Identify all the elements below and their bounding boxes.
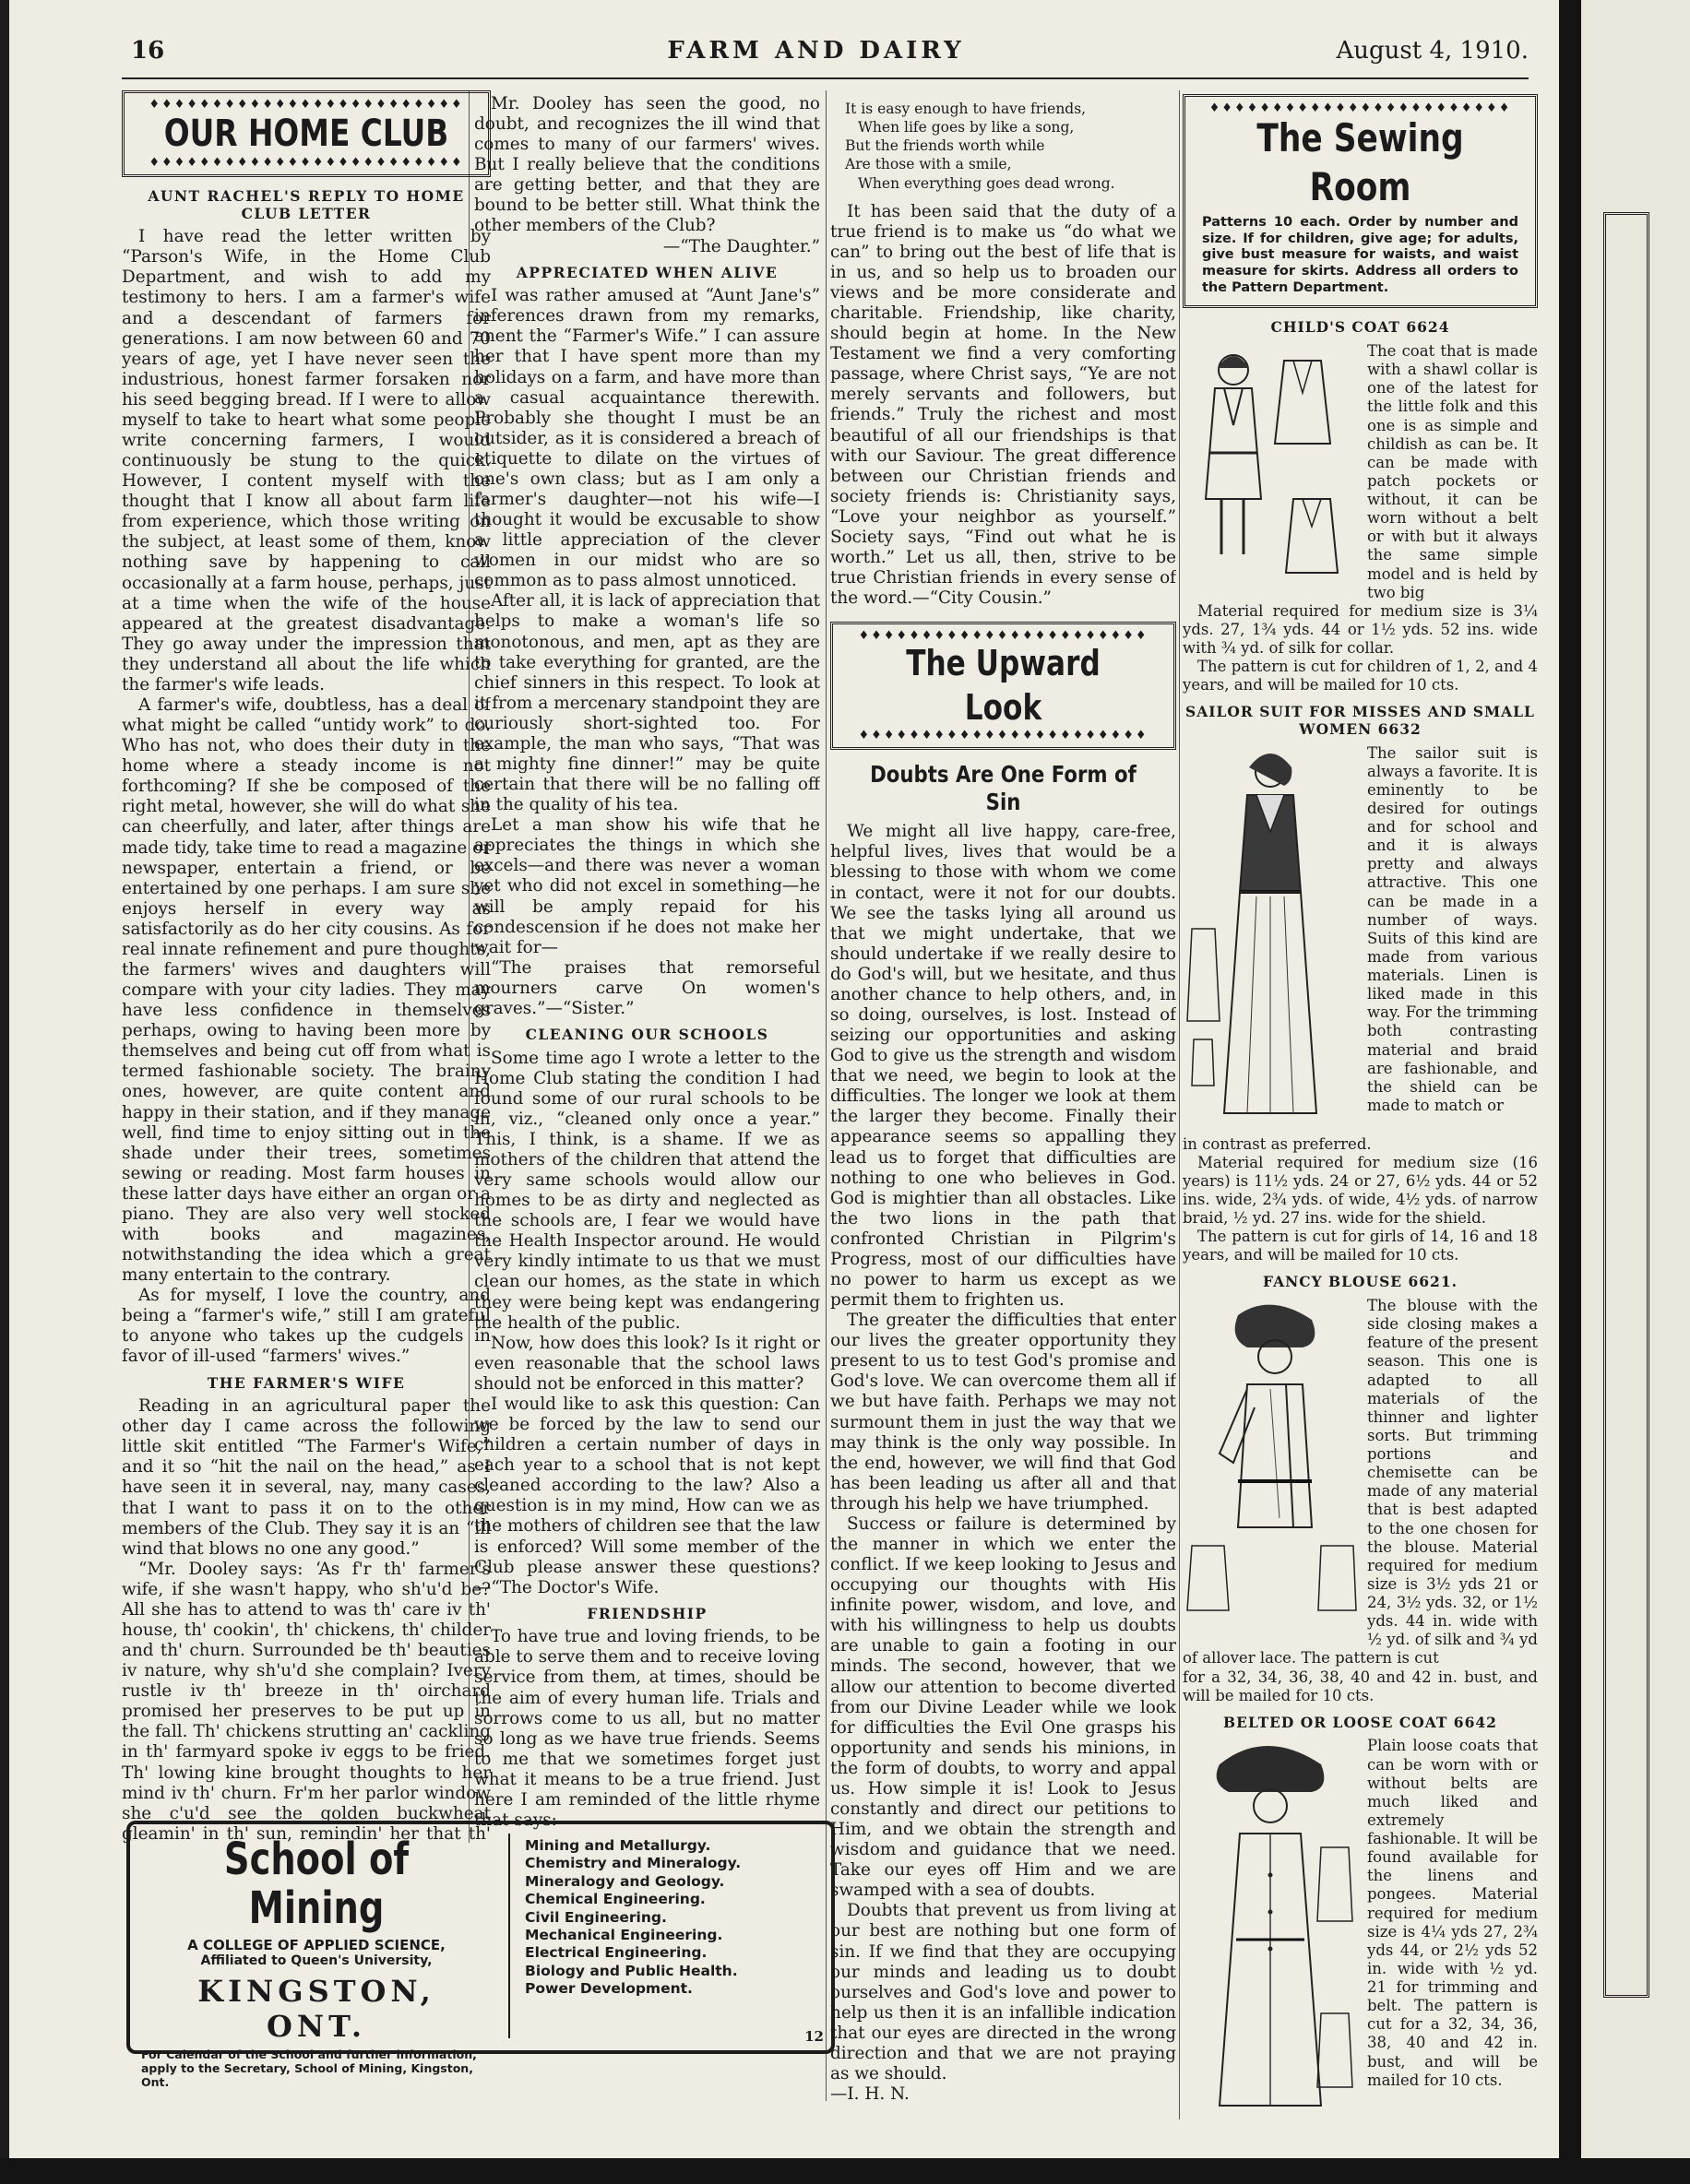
sewing-room-title: The Sewing Room (1256, 115, 1464, 209)
verse-line: It is easy enough to have friends, (845, 101, 1087, 117)
adjacent-page-border (1603, 212, 1649, 1998)
home-club-title: OUR HOME CLUB (163, 113, 449, 155)
column-divider (826, 90, 827, 2101)
column-3 (830, 94, 1176, 2108)
ad-course: Mining and Metallurgy. (525, 1837, 711, 1854)
ad-affiliation: Affiliated to Queen's University, (200, 1953, 433, 1968)
sermon-heading: Doubts Are One Form of Sin (870, 761, 1137, 816)
ad-course: Power Development. (525, 1980, 693, 1997)
upward-look-banner (830, 622, 1176, 750)
signature: —I. H. N. (830, 2084, 910, 2105)
article-paragraph: I have read the letter written by “Parson's Wife, in the Home Club Department, and wish to add my testimony to hers. I am a farmer's wife and a descendant of farmers for generations. I am now between 60 and 70 years of age, yet I have never seen the industrious, honest farmer forsaken nor his seed begging bread. If I were to allow myself to take to heart what some people write concerning farmers, I would continuously be stung to the quick. However, I content myself with the thought that I know all about farm life from experience, which those writing on the subject, at least some of them, know nothing save by happening to call occasionally at a farm house, perhaps, just at a time when the wife of the house appeared at the greatest disadvantage. They go away under the impression that they understand all about the life which the farmer's wife leads. (122, 227, 491, 694)
sewing-room-intro: Patterns 10 each. Order by number and size. If for children, give age; for adults, give bust measure for waists, and waist measure for skirts. Address all orders to the Pattern Department. (1202, 215, 1518, 295)
article-paragraph: Reading in an agricultural paper the other day I came across the following little skit entitled “The Farmer's Wife,” and it so “hit the nail on the head,” as I have seen it in several, nay, many cases, that I want to pass it on to the other members of the Club. They say it is an “ill wind that blows no one any good.” (122, 1396, 491, 1559)
pattern-title: CHILD'S COAT 6624 (1270, 318, 1450, 337)
page-number: 16 (131, 37, 165, 65)
article-paragraph: Some time ago I wrote a letter to the Home Club stating the condition I had found some of our rural schools to be in, viz., “cleaned only once a year.” This, I think, is a shame. If we as mothers of the children that attend the very same schools would allow our homes to be as dirty and neglected as the schools are, I fear we would have the Health Inspector around. He would very kindly intimate to us that we must clean our homes, as the state in which they were being kept was endangering the health of the public. (474, 1048, 820, 1333)
article-paragraph: The greater the difficulties that enter our lives the greater opportunity they present to us to test God's promise and God's love. We can overcome them all if we but have faith. Perhaps we may not surmount them in just the way that we may think is the only way possible. In the end, however, we will find that God has been leading us after all and that through his help we have triumphed. (830, 1311, 1176, 1513)
article-heading: AUNT RACHEL'S REPLY TO HOME CLUB LETTER (148, 187, 465, 222)
banner-ornament: ♦♦♦♦♦♦♦♦♦♦♦♦♦♦♦♦♦♦♦♦♦♦♦ (858, 630, 1148, 643)
article-paragraph: “Mr. Dooley says: ‘As f'r th' farmer's wife, if she wasn't happy, who sh'u'd be? All she has to attend to was th' care iv th' house, th' cookin', th' chickens, th' childer and th' churn. Surrounded be th' beauties iv nature, why sh'u'd she complain? Ivery rustle iv th' breeze in th' oirchard promised her preserves to be put up in the fall. Th' chickens strutting an' cackling in th' farmyard spoke iv eggs to be fried. Th' lowing kine brought thoughts to her mind iv th' churn. Fr'm her parlor window she c'u'd see the golden buckwheat gleamin' in th' sun, remindin' her that th' (122, 1559, 491, 1843)
banner-ornament: ♦♦♦♦♦♦♦♦♦♦♦♦♦♦♦♦♦♦♦♦♦♦♦♦♦ (149, 157, 464, 169)
scan-bottom-edge (0, 2158, 1690, 2184)
article-paragraph: I would like to ask this question: Can we be forced by the law to send our children a certain number of days in each year to a school that is not kept cleaned according to the law? Also a question is in my mind, How can we as the mothers of children see that the law is enforced? Will some member of the Club please answer these questions?—“The Doctor's Wife. (474, 1394, 820, 1597)
article-heading: THE FARMER'S WIFE (207, 1373, 406, 1392)
pattern-title: FANCY BLOUSE 6621. (1262, 1273, 1458, 1291)
article-paragraph: It has been said that the duty of a true friend is to make us “do what we can” to bring out the best of life that is in us, and so help us to broaden our views and be more considerate and charitable. Friendship, like charity, should begin at home. In the New Testament we find a very comforting passage, where Christ says, “Ye are not merely servants and followers, but friends.” Truly the richest and most beautiful of all our friendships is that with our Saviour. The great difference between our Christian friends and society friends is: Christianity says, “Love your neighbor as yourself.” Society says, “Find out what he is worth.” Let us all, then, strive to be true Christian friends in every sense of the word.—“City Cousin.” (830, 201, 1176, 609)
ad-course: Civil Engineering. (525, 1908, 667, 1926)
sailor-suit-illustration (1183, 744, 1358, 1132)
ad-course: Biology and Public Health. (525, 1962, 738, 1979)
pattern-detail-line: The pattern is cut for girls of 14, 16 and 18 years, and will be mailed for 10 cts. (1183, 1228, 1538, 1264)
pattern-detail-line: Material required for medium size is 3¼ yds. 27, 1¾ yds. 44 or 1½ yds. 52 ins. wide with ¾ yd. of silk for collar. (1183, 601, 1538, 658)
pattern-description: The sailor suit is always a favorite. It is eminently to be desired for outings and for school and and it is always pretty and always attractive. This one can be made in a number of ways. Suits of this kind are made from various materials. Linen is liked made in this way. For the trimming both contrasting material and braid are fashionable, and the shield can be made to match or (1367, 743, 1538, 1114)
pattern-item (1183, 342, 1538, 602)
pattern-title: SAILOR SUIT FOR MISSES AND SMALL WOMEN 6632 (1185, 703, 1535, 738)
sewing-room-box (1183, 94, 1538, 308)
column-1 (122, 90, 491, 1843)
signature: —“The Daughter.” (662, 236, 820, 256)
home-club-banner (122, 90, 491, 177)
header-rule (122, 77, 1529, 79)
pattern-item (1183, 1297, 1538, 1668)
article-paragraph: “The praises that remorseful mourners carve On women's graves.”—“Sister.” (474, 957, 820, 1018)
fancy-blouse-illustration (1183, 1297, 1358, 1629)
article-paragraph: A farmer's wife, doubtless, has a deal of what might be called “untidy work” to do. Who has not, who does their duty in the home where a steady income is not forthcoming? If she be composed of the right metal, however, she will do what she can cheerfully, and later, after things are made tidy, take time to read a magazine or newspaper, entertain a friend, or be entertained by one perhaps. I am sure she enjoys herself in every way as satisfactorily as do her city cousins. As for real innate refinement and pure thoughts, the farmers' wives and daughters will compare with your city ladies. They may have less confidence in themselves perhaps, owing to having been more by themselves and being cut off from what is termed fashionable society. The brainy ones, however, are quite content and happy in their station, and if they manage well, find time to enjoy sitting out in the shade under their trees, sometimes sewing or reading. Most farm houses in these latter days have either an organ or a piano. They are also very well stocked with books and magazines, notwithstanding the idea which a great many entertain to the contrary. (122, 694, 491, 1286)
ad-course: Mechanical Engineering. (525, 1926, 723, 1943)
friendship-verse (845, 100, 1176, 193)
scan-left-edge (0, 0, 9, 2184)
ad-left-panel (141, 1835, 492, 2089)
pattern-title: BELTED OR LOOSE COAT 6642 (1223, 1713, 1497, 1731)
verse-line: Are those with a smile, (845, 156, 1012, 173)
ad-course-list (525, 1837, 820, 1998)
article-paragraph: Doubts that prevent us from living at our best are nothing but one form of sin. If we find that they are occupying our minds and leading us to doubt ourselves and God's love and power to help us then it is an infallible indication that our eyes are directed in the wrong direction and that we are not praying as we should. (830, 1901, 1176, 2084)
article-heading: APPRECIATED WHEN ALIVE (516, 263, 779, 281)
ad-title: School of Mining (223, 1834, 410, 1934)
ad-divider (508, 1834, 510, 2038)
verse-line: When everything goes dead wrong. (858, 174, 1115, 192)
scan-right-edge (1559, 0, 1690, 2184)
ad-subtitle: A COLLEGE OF APPLIED SCIENCE, (187, 1936, 446, 1953)
article-paragraph: To have true and loving friends, to be able to serve them and to receive loving service from them, at times, should be the aim of every human life. Trials and sorrows come to us all, but no matter so long as we have true friends. Seems to me that we sometimes forget just what it means to be a true friend. Just here I am reminded of the little rhyme that says: (474, 1627, 820, 1831)
article-heading: FRIENDSHIP (587, 1604, 708, 1622)
ad-course: Mineralogy and Geology. (525, 1872, 725, 1890)
article-paragraph: As for myself, I love the country, and being a “farmer's wife,” still I am grateful to anyone who takes up the cudgels in favor of ill-used “farmers' wives.” (122, 1286, 491, 1367)
publication-name: FARM AND DAIRY (667, 37, 965, 65)
pattern-detail-line: Material required for medium size (16 years) is 11½ yds. 24 or 27, 6½ yds. 44 or 52 ins. wide, 2¾ yds. of wide, 4½ yds. of narrow braid, ½ yd. 27 ins. wide for the shield. (1183, 1153, 1538, 1228)
pattern-description: The coat that is made with a shawl collar is one of the latest for the little folk and this one is as simple and childish as can be. It can be made with patch pockets or without, it can be worn without a belt or with but it always the same simple model and is held by two big (1367, 342, 1538, 601)
childs-coat-illustration (1183, 342, 1358, 591)
pattern-details (1183, 1668, 1538, 1705)
pattern-details (1183, 1135, 1538, 1265)
article-paragraph: We might all live happy, care-free, helpful lives, lives that would be a blessing to those with whom we come in contact, were it not for our doubts. We see the tasks lying all around us that we might undertake, that we should undertake if we really desire to do God's will, but we hesitate, and thus another chance to help others, and, in so doing, ourselves, is lost. Instead of seizing our opportunities and asking God to give us the strength and wisdom that we need, we begin to look at the difficulties. The longer we look at them the larger they become. Finally their appearance seems so appalling they lead us to forget that difficulties are nothing to one who believes in God. God is mightier than all obstacles. Like the two lions in the path that confronted Christian in Pilgrim's Progress, most of our difficulties have no power to harm us except as we permit them to frighten us. (830, 822, 1176, 1311)
newspaper-page (103, 33, 1542, 2145)
ad-course: Chemical Engineering. (525, 1891, 706, 1908)
issue-date: August 4, 1910. (1336, 37, 1529, 65)
school-of-mining-ad (126, 1821, 835, 2089)
column-4 (1183, 94, 1538, 2132)
article-paragraph: After all, it is lack of appreciation that helps to make a woman's life so monotonous, and men, apt as they are to take everything for granted, are the chief sinners in this respect. To look at it from a mercenary standpoint they are curiously short-sighted too. For example, the man who says, “That was a mighty fine dinner!” may be quite certain that there will be no falling off in the quality of his tea. (474, 591, 820, 815)
ad-code: 12 (804, 2028, 824, 2045)
pattern-details (1183, 602, 1538, 695)
article-heading: CLEANING OUR SCHOOLS (525, 1026, 769, 1044)
column-divider (1179, 90, 1180, 2119)
pattern-detail-line: The pattern is cut for children of 1, 2, and 4 years, and will be mailed for 10 cts. (1183, 658, 1538, 694)
article-paragraph: Success or failure is determined by the manner in which we enter the conflict. If we keep looking to Jesus and occupying our thoughts with His infinite power, wisdom, and love, and with his willingness to help us doubts are unable to gain a footing in our minds. The second, however, that we allow our attention to become diverted from our Divine Leader while we look for difficulties the Evil One grasps his opportunity and sends his minions, in the form of doubts, to worry and appal us. How simple it is! Look to Jesus constantly and direct our petitions to Him, and we obtain the strength and wisdom and guidance that we need. Take our eyes off Him and we are swamped with a sea of doubts. (830, 1513, 1176, 1901)
article-paragraph: Mr. Dooley has seen the good, no doubt, and recognizes the ill wind that comes to many of our farmers' wives. But I really believe that the conditions are getting better, and that they are bound to be better still. What think the other members of the Club? (474, 94, 820, 236)
verse-line: When life goes by like a song, (858, 119, 1075, 136)
banner-ornament: ♦♦♦♦♦♦♦♦♦♦♦♦♦♦♦♦♦♦♦♦♦♦♦♦♦ (149, 99, 464, 111)
pattern-description: The blouse with the side closing makes a feature of the present season. This one is adapted to all materials of the thinner and lighter sorts. But trimming portions and chemisette can be made of any material that is best adapted to the one chosen for the blouse. Material required for medium size is 3½ yds 21 or 24, 3½ yds. 32, or 1½ yds. 44 in. wide with ½ yd. of silk and ¾ yd of allover lace. The pattern is cut (1183, 1297, 1538, 1668)
article-paragraph: Let a man show his wife that he appreciates the things in which she excels—and there was never a woman yet who did not excel in something—he will be amply repaid for his condescension if he does not make her wait for— (474, 815, 820, 957)
ad-course: Chemistry and Mineralogy. (525, 1855, 742, 1872)
banner-ornament: ♦♦♦♦♦♦♦♦♦♦♦♦♦♦♦♦♦♦♦♦♦♦♦♦ (1208, 102, 1512, 114)
running-header (103, 37, 1529, 77)
pattern-description: Plain loose coats that can be worn with or without belts are much liked and extremely fashionable. It will be found available for the linens and pongees. Material required for medium size is 4¼ yds 27, 2¾ yds 44, or 2½ yds 52 in. wide with ½ yd. 21 for trimming and belt. The pattern is cut for a 32, 34, 36, 38, 40 and 42 in. bust, and will be mailed for 10 cts. (1367, 1737, 1538, 2089)
pattern-detail-line: for a 32, 34, 36, 38, 40 and 42 in. bust, and will be mailed for 10 cts. (1183, 1668, 1538, 1704)
verse-line: But the friends worth while (845, 137, 1045, 155)
ad-info: For Calendar of the School and further information, apply to the Secretary, School of Mining, Kingston, Ont. (141, 2047, 477, 2089)
article-paragraph: Now, how does this look? Is it right or even reasonable that the school laws should not be enforced in this matter? (474, 1333, 820, 1394)
ad-city: KINGSTON, ONT. (197, 1973, 435, 2044)
pattern-item (1183, 744, 1538, 1135)
article-paragraph: I was rather amused at “Aunt Jane's” inferences drawn from my remarks, anent the “Farmer's Wife.” I can assure her that I have spent more than my holidays on a farm, and have more than a casual acquaintance therewith. Probably she thought I must be an outsider, as it is considered a breach of etiquette to dilate on the virtues of one's own class; but as I am only a farmer's daughter—not his wife—I thought it would be excusable to show a little appreciation of the clever women in our midst who are so common as to pass almost unnoticed. (474, 286, 820, 591)
banner-ornament: ♦♦♦♦♦♦♦♦♦♦♦♦♦♦♦♦♦♦♦♦♦♦♦ (858, 730, 1148, 742)
pattern-item (1183, 1737, 1538, 2128)
column-2 (474, 94, 820, 1843)
ad-course: Electrical Engineering. (525, 1944, 708, 1962)
upward-look-title: The Upward Look (906, 643, 1101, 728)
loose-coat-illustration (1183, 1737, 1358, 2124)
pattern-detail-line: in contrast as preferred. (1183, 1134, 1372, 1153)
